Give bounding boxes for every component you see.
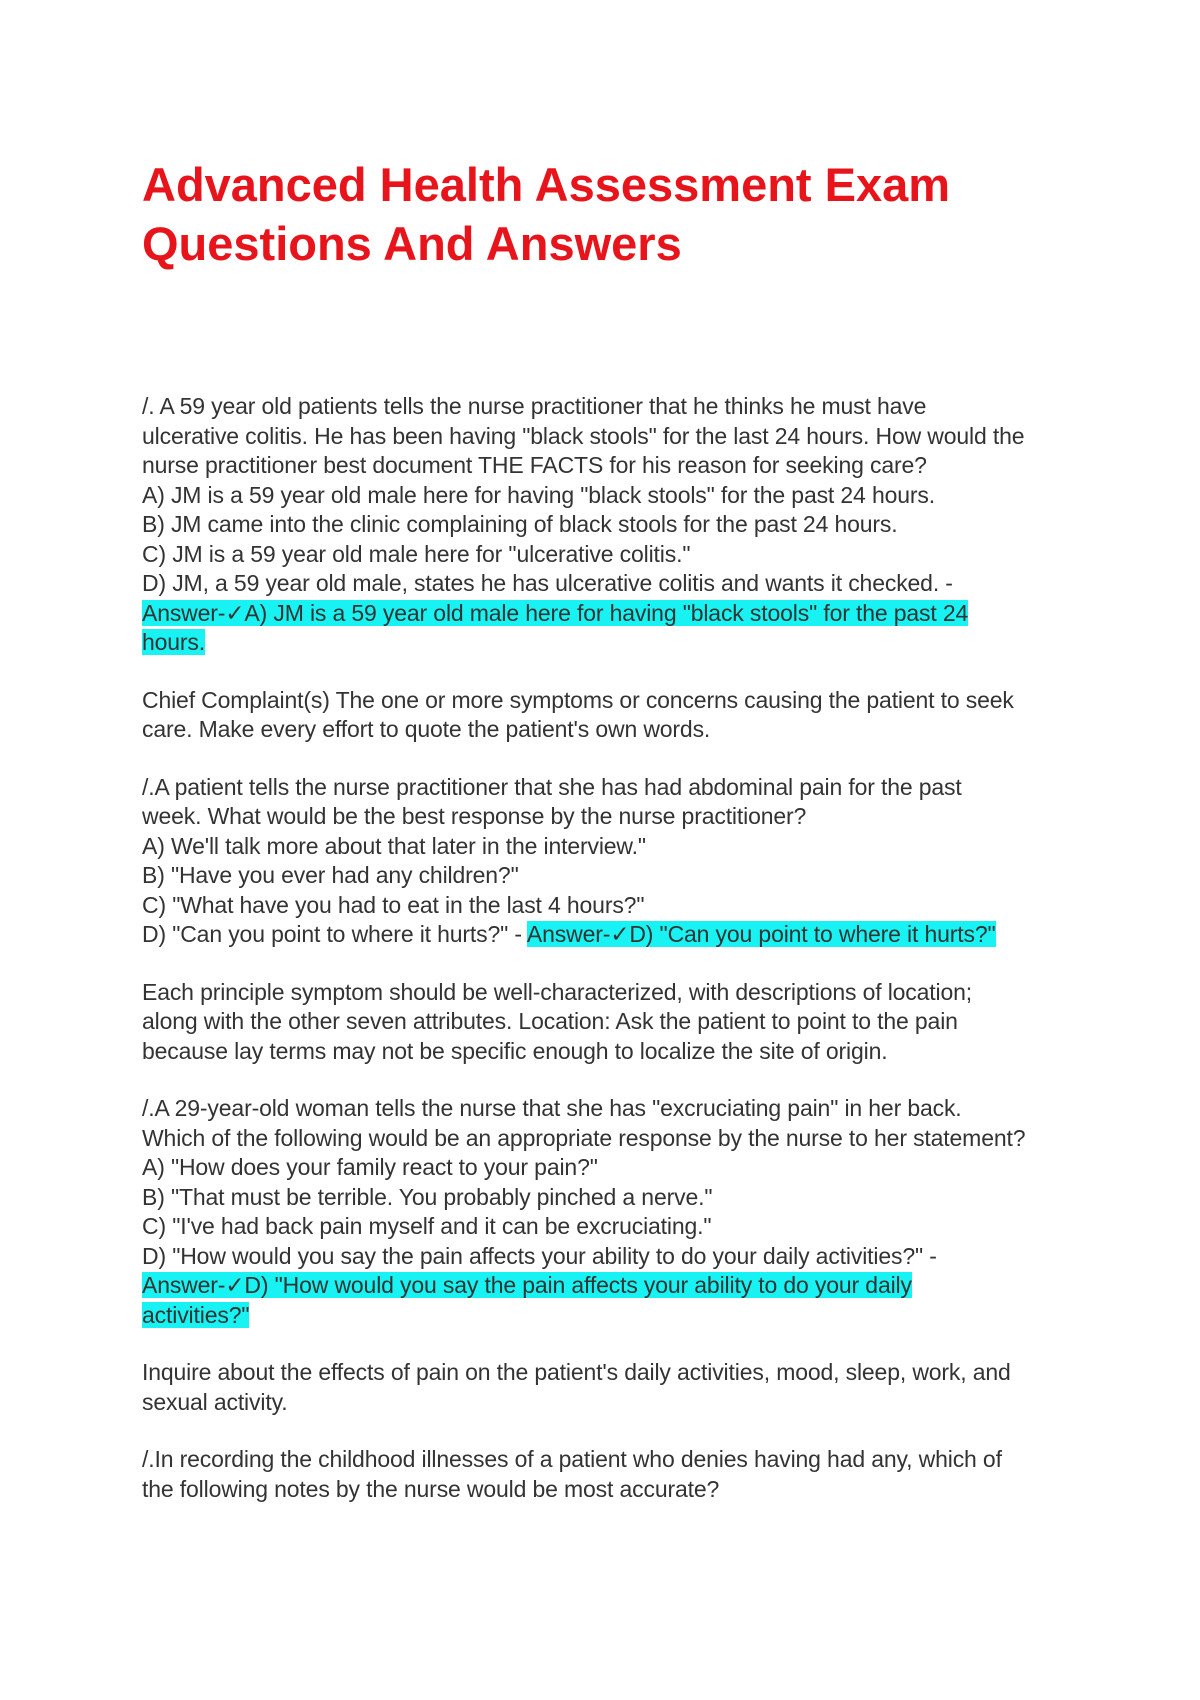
page-title bbox=[142, 155, 1082, 273]
question-4-text: /.In recording the childhood illnesses of a patient who denies having had any, which of bbox=[142, 1446, 1002, 1472]
explanation-3-text: Inquire about the effects of pain on the patient's daily activities, mood, sleep, work, and bbox=[142, 1359, 1011, 1385]
question-3-option-a: A) "How does your family react to your pain?" bbox=[142, 1154, 598, 1180]
question-2-text: week. What would be the best response by the nurse practitioner? bbox=[142, 803, 807, 829]
question-3 bbox=[142, 1094, 1072, 1330]
question-3-answer: Answer-✓D) "How would you say the pain affects your ability to do your daily bbox=[142, 1272, 912, 1298]
question-1-option-a: A) JM is a 59 year old male here for having "black stools" for the past 24 hours. bbox=[142, 481, 935, 508]
explanation-2-text: Each principle symptom should be well-characterized, with descriptions of location; bbox=[142, 978, 973, 1005]
question-1-text: /. A 59 year old patients tells the nurse practitioner that he thinks he must have bbox=[142, 393, 927, 419]
explanation-2-text: along with the other seven attributes. Location: Ask the patient to point to the pain bbox=[142, 1008, 958, 1034]
question-3-answer: activities?" bbox=[142, 1301, 250, 1328]
question-1 bbox=[142, 392, 1072, 658]
explanation-1 bbox=[142, 686, 1072, 745]
question-1-answer: Answer-✓A) JM is a 59 year old male here for having "black stools" for the past 24 bbox=[142, 599, 969, 626]
question-1-text: nurse practitioner best document THE FACTS for his reason for seeking care? bbox=[142, 452, 927, 478]
question-3-option-b: B) "That must be terrible. You probably pinched a nerve." bbox=[142, 1183, 713, 1210]
question-3-option-d: D) "How would you say the pain affects your ability to do your daily activities?" - bbox=[142, 1242, 937, 1269]
question-2-option-a: A) We'll talk more about that later in the interview." bbox=[142, 832, 646, 859]
question-4 bbox=[142, 1445, 1072, 1504]
title-line-1: Advanced Health Assessment Exam bbox=[142, 158, 951, 211]
explanation-2 bbox=[142, 978, 1072, 1067]
question-1-answer: hours. bbox=[142, 629, 206, 655]
question-3-text: /.A 29-year-old woman tells the nurse that she has "excruciating pain" in her back. bbox=[142, 1095, 962, 1121]
question-2-option-d: D) "Can you point to where it hurts?" - bbox=[142, 921, 522, 947]
question-2 bbox=[142, 773, 1072, 950]
question-1-option-c: C) JM is a 59 year old male here for "ulcerative colitis." bbox=[142, 540, 691, 567]
explanation-1-text: Chief Complaint(s) The one or more symptoms or concerns causing the patient to seek bbox=[142, 686, 1014, 713]
question-1-text: ulcerative colitis. He has been having "black stools" for the last 24 hours. How would the bbox=[142, 422, 1025, 449]
question-2-answer: Answer-✓D) "Can you point to where it hurts?" bbox=[526, 921, 996, 947]
question-2-option-c: C) "What have you had to eat in the last 4 hours?" bbox=[142, 891, 645, 918]
question-2-text: /.A patient tells the nurse practitioner that she has had abdominal pain for the past bbox=[142, 773, 962, 800]
title-line-2: Questions And Answers bbox=[142, 217, 682, 270]
explanation-3 bbox=[142, 1358, 1072, 1417]
question-2-option-b: B) "Have you ever had any children?" bbox=[142, 862, 519, 888]
question-1-option-d: D) JM, a 59 year old male, states he has ulcerative colitis and wants it checked. - bbox=[142, 570, 953, 596]
question-3-text: Which of the following would be an appropriate response by the nurse to her statement? bbox=[142, 1124, 1026, 1151]
question-3-option-c: C) "I've had back pain myself and it can be excruciating." bbox=[142, 1213, 712, 1239]
question-4-text: the following notes by the nurse would be most accurate? bbox=[142, 1475, 720, 1502]
explanation-3-text: sexual activity. bbox=[142, 1388, 288, 1415]
document-body bbox=[142, 392, 1072, 1532]
question-1-option-b: B) JM came into the clinic complaining of black stools for the past 24 hours. bbox=[142, 511, 898, 537]
explanation-2-text: because lay terms may not be specific enough to localize the site of origin. bbox=[142, 1037, 888, 1064]
explanation-1-text: care. Make every effort to quote the patient's own words. bbox=[142, 716, 711, 742]
